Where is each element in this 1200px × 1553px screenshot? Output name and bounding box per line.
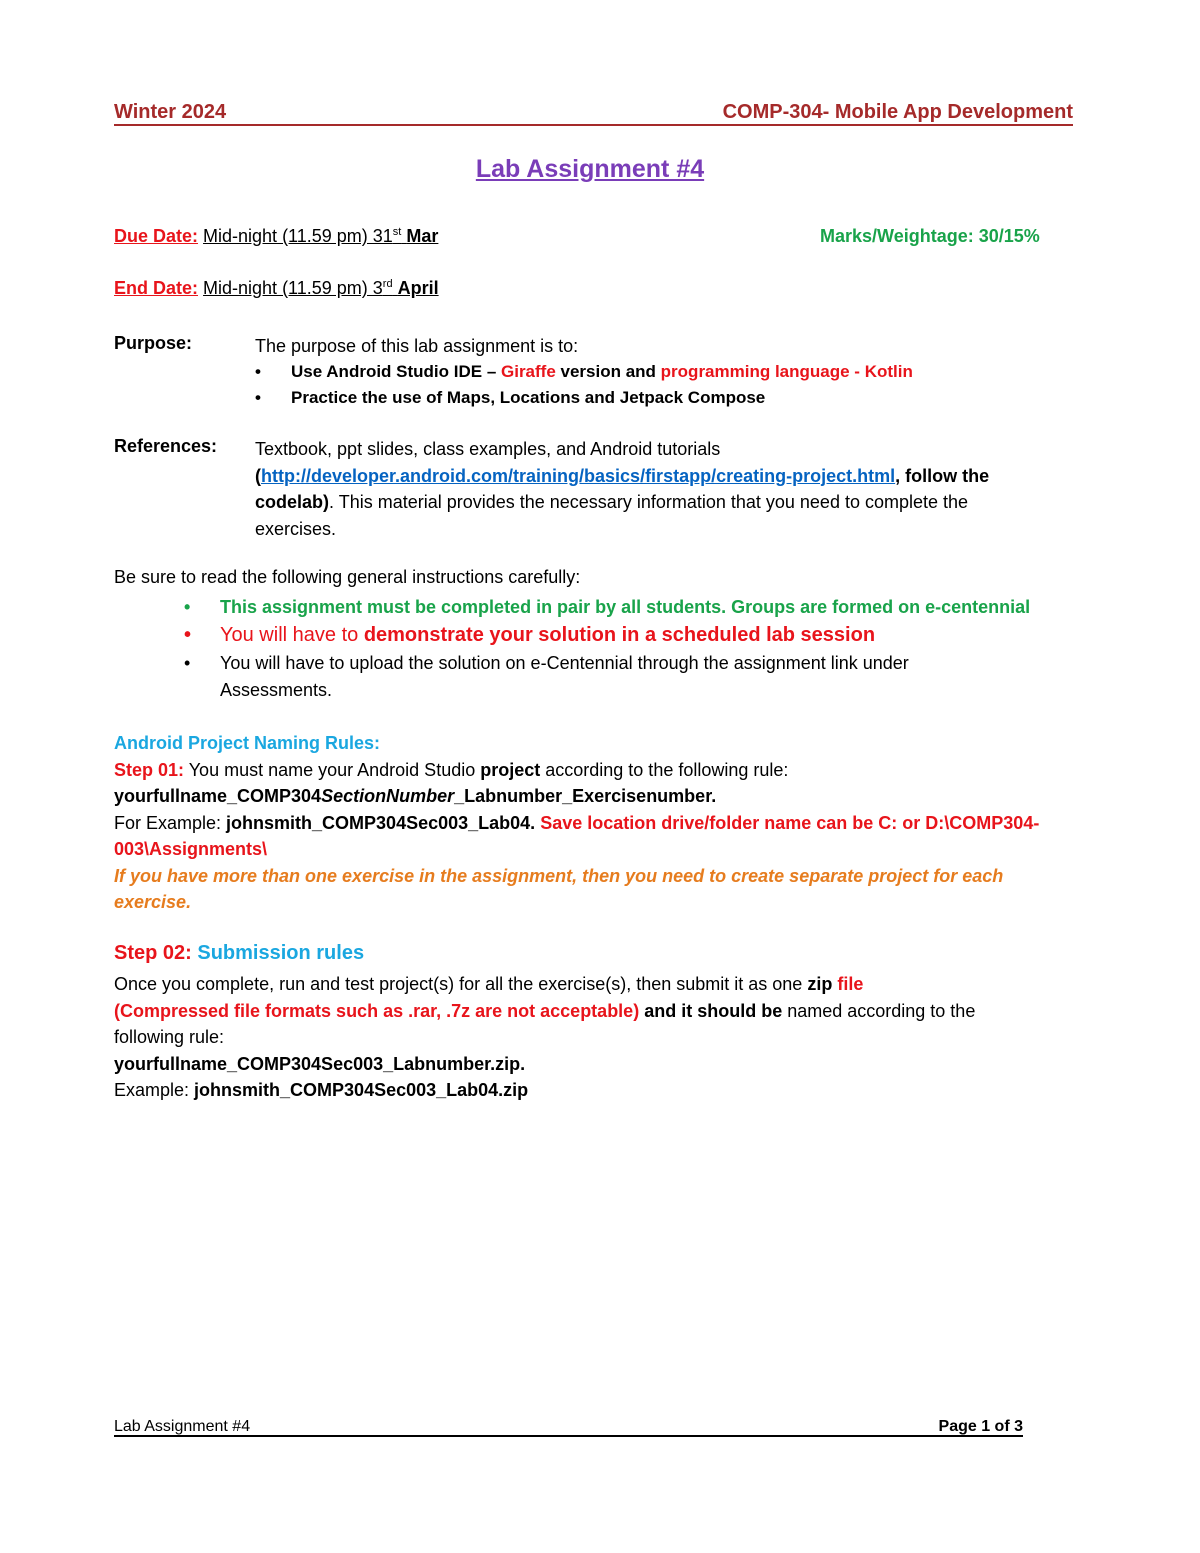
header-term: Winter 2024 (114, 101, 227, 123)
naming-step1: Step 01: You must name your Android Studio project according to the following rule: (114, 759, 789, 780)
submission-heading: Step 02: Submission rules (114, 942, 365, 964)
general-item: • You will have to demonstrate your solution in a scheduled lab session (184, 621, 1104, 650)
general-intro: Be sure to read the following general instructions carefully: (114, 567, 581, 587)
naming-save-location: 003\Assignments\ (114, 839, 268, 859)
general-section (184, 594, 1104, 704)
purpose-intro: The purpose of this lab assignment is to: (255, 336, 579, 356)
end-date-line (114, 278, 439, 299)
naming-note: If you have more than one exercise in the assignment, then you need to create separate project for each exercise. (114, 865, 1004, 912)
purpose-list (255, 359, 1115, 411)
marks-weightage: Marks/Weightage: 30/15% (820, 226, 1040, 246)
references-label: References: (114, 436, 218, 456)
naming-example: For Example: johnsmith_COMP304Sec003_Lab04. Save location drive/folder name can be C: or D:\COMP304- (114, 812, 1040, 833)
submission-line: (Compressed file formats such as .rar, .7z are not acceptable) and it should be named according to the (114, 1000, 976, 1021)
submission-example: Example: johnsmith_COMP304Sec003_Lab04.zip (114, 1080, 529, 1100)
submission-line: following rule: (114, 1027, 225, 1047)
footer-rule (114, 1435, 1023, 1437)
end-date-value: Mid-night (11.59 pm) 3rd April (203, 278, 439, 298)
submission-rule: yourfullname_COMP304Sec003_Labnumber.zip. (114, 1053, 526, 1074)
footer-left: Lab Assignment #4 (114, 1418, 251, 1435)
due-date-line (114, 226, 438, 247)
purpose-label: Purpose: (114, 333, 193, 353)
due-date-label: Due Date: (114, 226, 199, 246)
general-item: • This assignment must be completed in pair by all students. Groups are formed on e-centennial (184, 594, 1104, 621)
footer-page-number: Page 1 of 3 (938, 1418, 1023, 1435)
references-text: Textbook, ppt slides, class examples, and Android tutorials (http://developer.android.com/training/basics/firstapp/creating-project.html, follow the codelab). This material provides the necessary information that you need to complete the exercises. (255, 439, 990, 539)
purpose-item: • Use Android Studio IDE – Giraffe version and programming language - Kotlin (255, 359, 1115, 385)
submission-line: Once you complete, run and test project(s) for all the exercise(s), then submit it as one zip file (114, 974, 864, 994)
purpose-item: • Practice the use of Maps, Locations and Jetpack Compose (255, 385, 1115, 411)
page-title: Lab Assignment #4 (475, 155, 705, 183)
header-course: COMP-304- Mobile App Development (722, 101, 1073, 123)
general-item: • You will have to upload the solution on e-Centennial through the assignment link under Assessments. (184, 650, 1104, 704)
end-date-label: End Date: (114, 278, 199, 298)
naming-heading: Android Project Naming Rules: (114, 733, 381, 753)
header-rule (114, 124, 1073, 126)
due-date-value: Mid-night (11.59 pm) 31st Mar (203, 226, 439, 246)
submission-section (114, 971, 1104, 1104)
purpose-section (255, 333, 1115, 411)
naming-rule: yourfullname_COMP304SectionNumber_Labnumber_Exercisenumber. (114, 786, 717, 806)
naming-section (114, 730, 1104, 916)
general-list (184, 594, 1104, 704)
android-tutorial-link[interactable]: http://developer.android.com/training/basics/firstapp/creating-project.html (261, 465, 896, 486)
